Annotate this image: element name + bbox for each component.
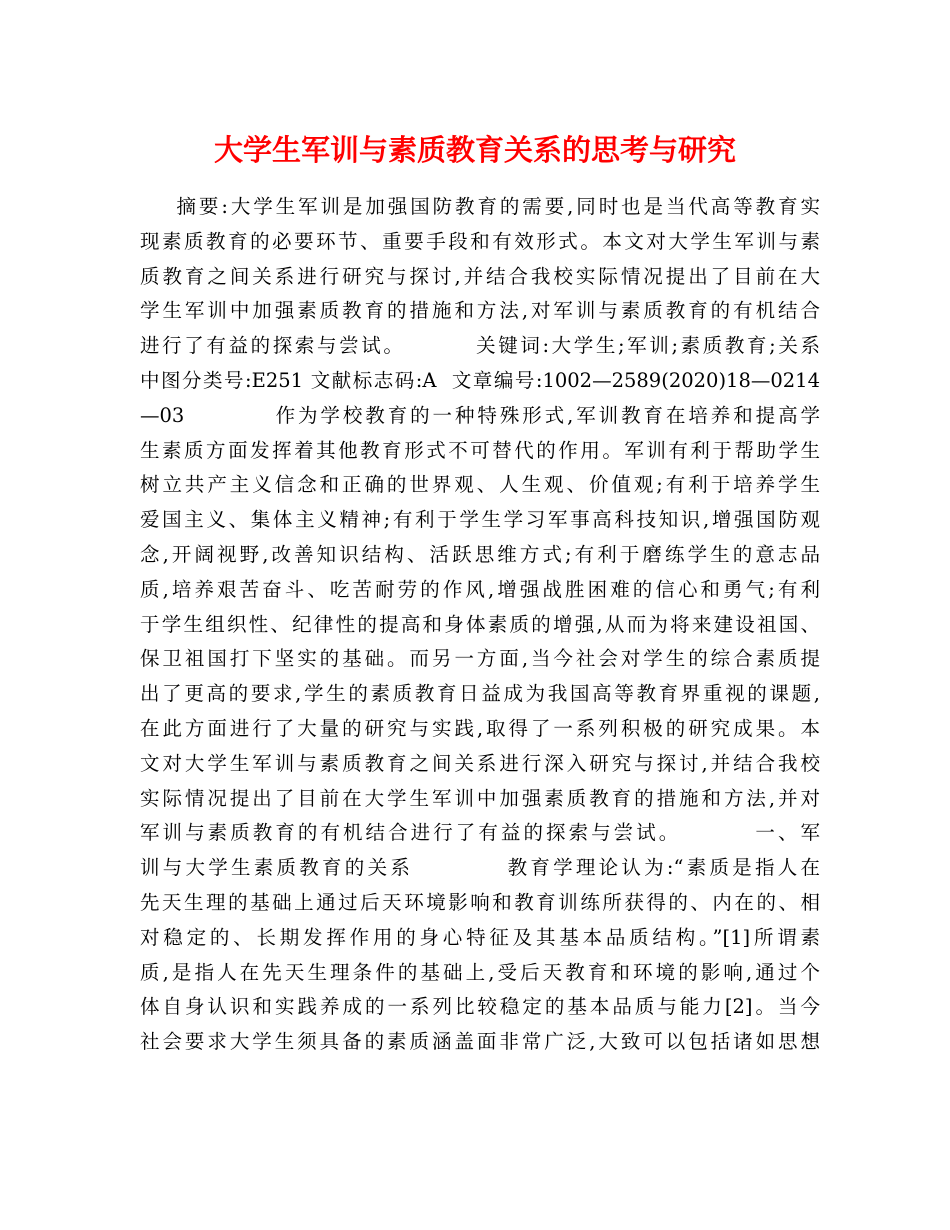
body-line: 现素质教育的必要环节、重要手段和有效形式。本文对大学生军训与素 [140,229,820,253]
body-line: 中图分类号:E251 文献标志码:A 文章编号:1002—2589(2020)18—0214 [140,368,820,392]
body-line: 生素质方面发挥着其他教育形式不可替代的作用。军训有利于帮助学生 [140,438,820,462]
body-line: 质,是指人在先天生理条件的基础上,受后天教育和环境的影响,通过个 [140,960,820,984]
body-line: 在此方面进行了大量的研究与实践,取得了一系列积极的研究成果。本 [140,716,820,740]
body-line: 于学生组织性、纪律性的提高和身体素质的增强,从而为将来建设祖国、 [140,612,820,636]
body-line: 念,开阔视野,改善知识结构、活跃思维方式;有利于磨练学生的意志品 [140,542,820,566]
body-line: 军训与素质教育的有机结合进行了有益的探索与尝试。 一、军 [140,821,820,845]
body-line: 训与大学生素质教育的关系 教育学理论认为:“素质是指人在 [140,856,820,880]
body-line: 体自身认识和实践养成的一系列比较稳定的基本品质与能力[2]。当今 [140,995,820,1019]
document-title: 大学生军训与素质教育关系的思考与研究 [213,133,736,167]
body-line: 质教育之间关系进行研究与探讨,并结合我校实际情况提出了目前在大 [140,264,820,288]
body-line: 进行了有益的探索与尝试。 关键词:大学生;军训;素质教育;关系 [140,334,820,358]
body-line: 出了更高的要求,学生的素质教育日益成为我国高等教育界重视的课题, [140,682,820,706]
body-line: 社会要求大学生须具备的素质涵盖面非常广泛,大致可以包括诸如思想 [140,1030,820,1054]
body-line: 质,培养艰苦奋斗、吃苦耐劳的作风,增强战胜困难的信心和勇气;有利 [140,577,820,601]
body-line: —03 作为学校教育的一种特殊形式,军训教育在培养和提高学 [140,403,820,427]
body-line: 爱国主义、集体主义精神;有利于学生学习军事高科技知识,增强国防观 [140,508,820,532]
body-line: 树立共产主义信念和正确的世界观、人生观、价值观;有利于培养学生 [140,473,820,497]
body-line: 先天生理的基础上通过后天环境影响和教育训练所获得的、内在的、相 [140,890,820,914]
body-line: 学生军训中加强素质教育的措施和方法,对军训与素质教育的有机结合 [140,299,820,323]
body-line: 摘要:大学生军训是加强国防教育的需要,同时也是当代高等教育实 [140,195,820,218]
body-line: 文对大学生军训与素质教育之间关系进行深入研究与探讨,并结合我校 [140,751,820,775]
document-body [140,190,820,1060]
body-line: 保卫祖国打下坚实的基础。而另一方面,当今社会对学生的综合素质提 [140,647,820,671]
body-line: 对稳定的、长期发挥作用的身心特征及其基本品质结构。”[1]所谓素 [140,925,820,949]
body-line: 实际情况提出了目前在大学生军训中加强素质教育的措施和方法,并对 [140,786,820,810]
